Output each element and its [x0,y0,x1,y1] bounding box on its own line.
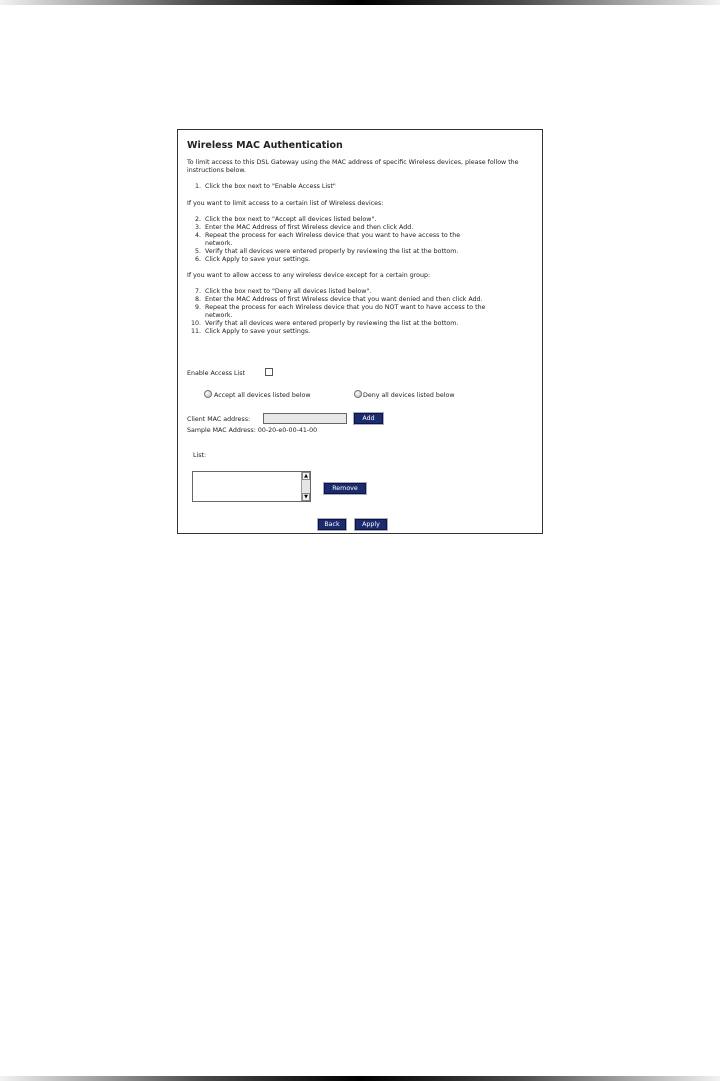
top-divider-rule [0,0,720,5]
client-mac-input[interactable] [263,413,347,424]
heading-limit-access: If you want to limit access to a certain list of Wireless devices: [187,200,384,207]
enable-access-list-label: Enable Access List [187,370,246,377]
step-8: 8. Enter the MAC Address of first Wireless device that you want denied and then click Add. [194,296,483,303]
step-3: 3. Enter the MAC Address of first Wireless device and then click Add. [194,224,414,231]
back-button[interactable]: Back [318,519,346,530]
mac-auth-panel [177,129,543,534]
client-mac-label: Client MAC address: [187,416,251,423]
step-4-cont: network. [205,240,233,247]
step-7: 7. Click the box next to "Deny all devices listed below". [194,288,372,295]
deny-all-radio[interactable] [354,390,362,398]
step-1: 1. Click the box next to "Enable Access List" [194,183,336,190]
step-9-cont: network. [205,312,233,319]
sample-mac-address: Sample MAC Address: 00-20-e0-00-41-00 [187,427,318,434]
apply-button[interactable]: Apply [355,519,387,530]
enable-access-list-checkbox[interactable] [265,368,273,376]
list-label: List: [193,452,207,459]
accept-all-label: Accept all devices listed below [214,392,311,399]
heading-allow-access: If you want to allow access to any wireless device except for a certain group: [187,272,431,279]
remove-button[interactable]: Remove [324,483,366,494]
step-5: 5. Verify that all devices were entered properly by reviewing the list at the bottom. [194,248,459,255]
listbox-scrollbar[interactable] [301,472,310,501]
step-4: 4. Repeat the process for each Wireless device that you want to have access to the [194,232,461,239]
step-2: 2. Click the box next to "Accept all devices listed below". [194,216,377,223]
accept-all-radio[interactable] [204,390,212,398]
step-10: 10. Verify that all devices were entered properly by reviewing the list at the bottom. [190,320,459,327]
deny-all-label: Deny all devices listed below [363,392,455,399]
scroll-down-arrow-icon[interactable]: ▼ [302,493,310,501]
step-6: 6. Click Apply to save your settings. [194,256,311,263]
intro-text: To limit access to this DSL Gateway using the MAC address of specific Wireless devices, please follow the instructions below. [187,159,519,174]
page-title: Wireless MAC Authentication [187,140,343,151]
scroll-up-arrow-icon[interactable]: ▲ [302,472,310,480]
mac-listbox[interactable] [192,471,311,502]
step-9: 9. Repeat the process for each Wireless device that you do NOT want to have access to the [194,304,486,311]
bottom-divider-rule [0,1076,720,1081]
add-button[interactable]: Add [354,413,383,424]
step-11: 11. Click Apply to save your settings. [190,328,311,335]
